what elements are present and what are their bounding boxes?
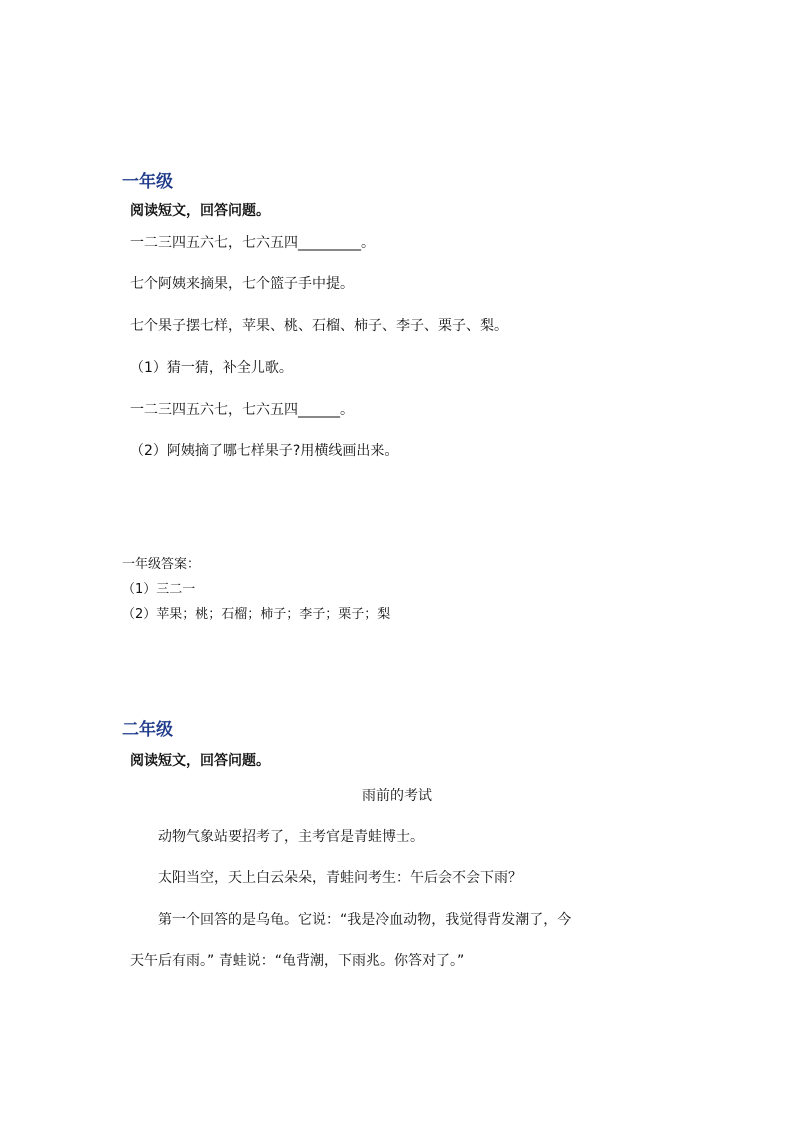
grade2-instruction: 阅读短文，回答问题。	[130, 753, 270, 769]
story-paragraph: 动物气象站要招考了，主考官是青蛙博士。	[158, 829, 424, 845]
grade1-answer: （1）三二一	[122, 582, 196, 597]
story-paragraph: 第一个回答的是乌龟。它说：“我是冷血动物，我觉得背发潮了，今	[158, 912, 572, 928]
grade1-heading: 一年级	[122, 172, 173, 192]
grade1-instruction: 阅读短文，回答问题。	[130, 203, 270, 219]
grade1-question: （1）猜一猜，补全儿歌。	[130, 360, 293, 376]
grade1-line: 一二三四五六七，七六五四______。	[130, 402, 354, 418]
grade1-line: 一二三四五六七，七六五四_________。	[130, 235, 375, 251]
grade1-question: （2）阿姨摘了哪七样果子?用横线画出来。	[130, 443, 399, 459]
story-paragraph: 太阳当空，天上白云朵朵，青蛙问考生：午后会不会下雨？	[158, 870, 522, 886]
story-paragraph: 天午后有雨。” 青蛙说：“龟背潮，下雨兆。你答对了。”	[130, 953, 465, 969]
grade1-line: 七个阿姨来摘果，七个篮子手中提。	[130, 276, 354, 292]
story-title: 雨前的考试	[362, 788, 432, 804]
grade1-line: 七个果子摆七样，苹果、桃、石榴、柿子、李子、栗子、梨。	[130, 318, 508, 334]
grade1-answer: （2）苹果；桃；石榴；柿子；李子；栗子；梨	[122, 607, 391, 622]
grade2-heading: 二年级	[122, 720, 173, 740]
grade1-answer-title: 一年级答案：	[122, 557, 201, 572]
